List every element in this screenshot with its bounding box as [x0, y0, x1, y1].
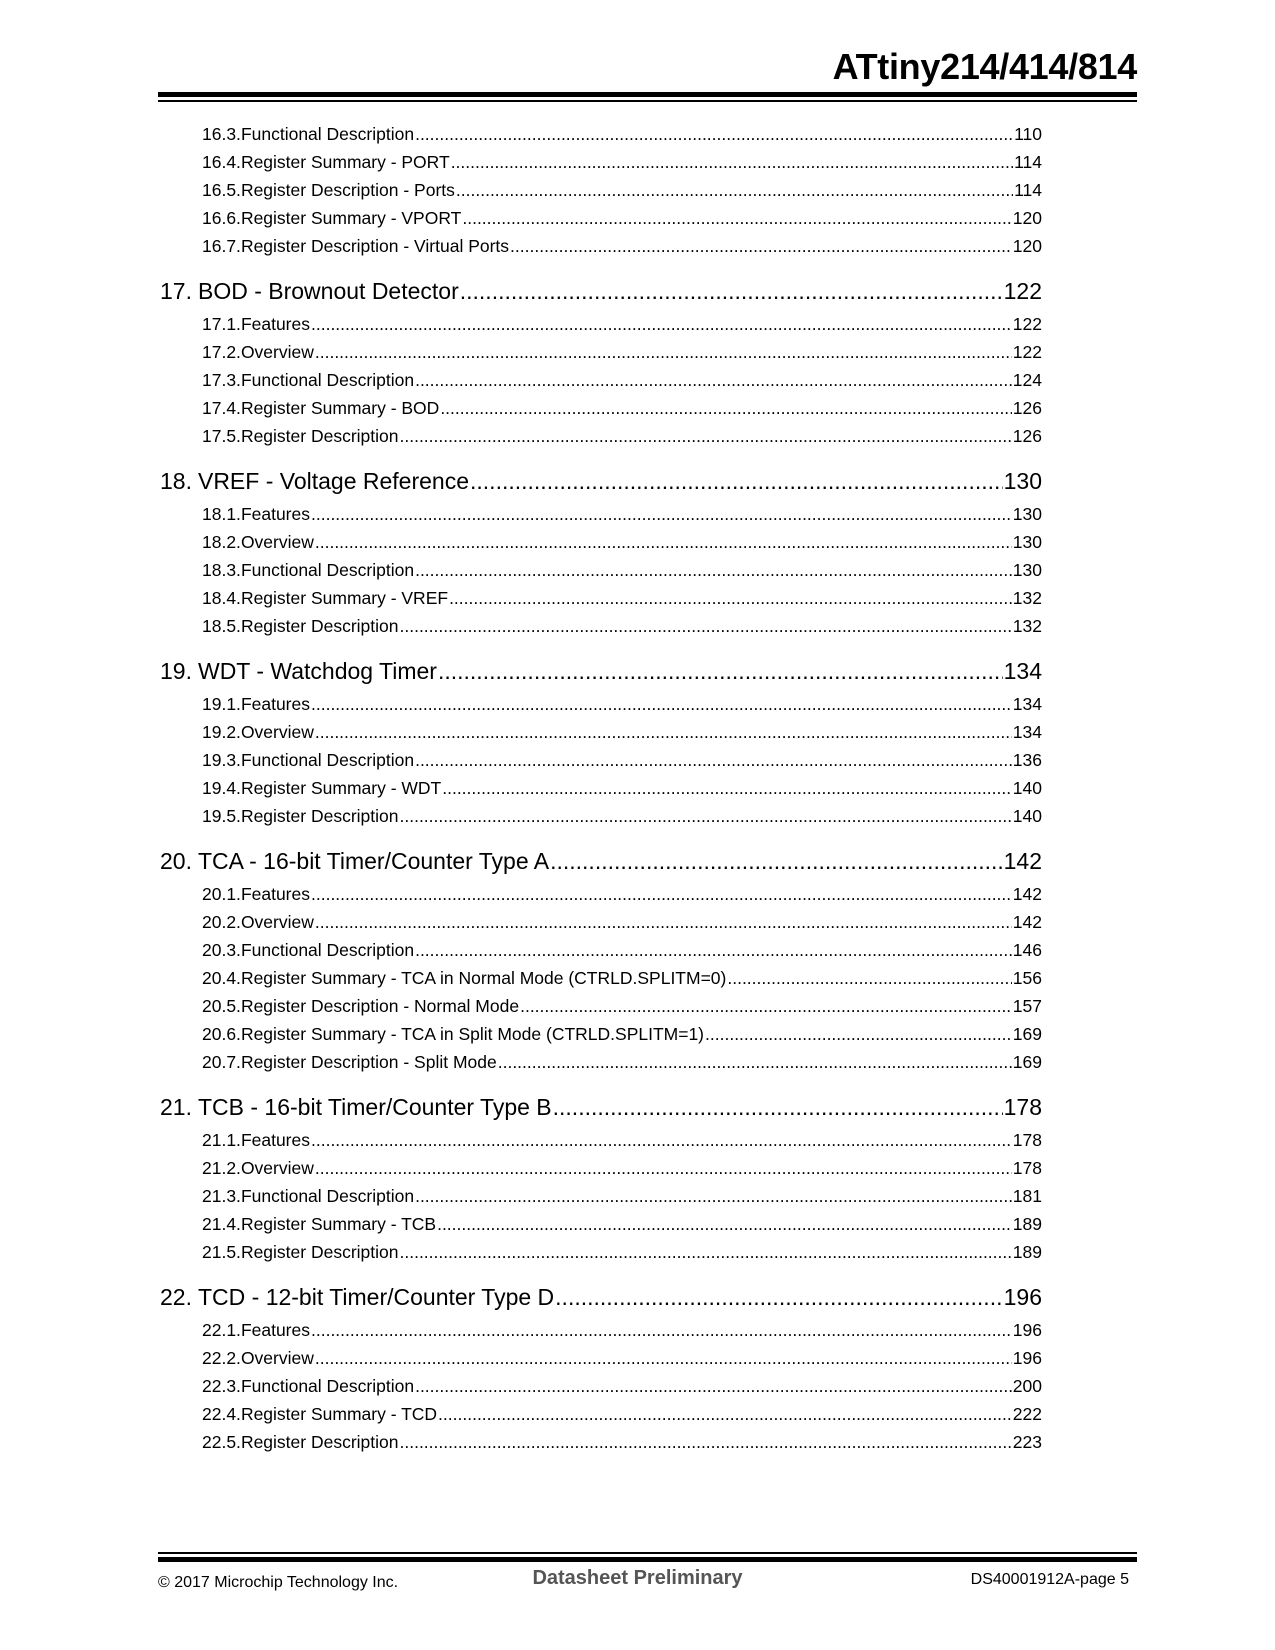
toc-entry-number: 19.3.	[202, 750, 241, 770]
toc-entry-title: Register Description - Virtual Ports	[240, 236, 510, 256]
toc-entry-page: 178	[1012, 1158, 1042, 1178]
toc-entry-page: 114	[1014, 152, 1042, 172]
toc-entry-page: 124	[1012, 370, 1042, 390]
toc-dot-leader	[462, 204, 1011, 232]
toc-entry-page: 126	[1012, 398, 1042, 418]
toc-entry-number: 19.2.	[202, 722, 241, 742]
toc-entry-page: 134	[1012, 722, 1042, 742]
document-title: ATtiny214/414/814	[832, 46, 1137, 87]
toc-entry-page: 132	[1012, 616, 1042, 636]
toc-entry-page: 122	[1012, 342, 1042, 362]
toc-entry-title: Functional Description	[240, 1376, 415, 1396]
toc-entry-title: Functional Description	[240, 750, 415, 770]
toc-entry-number: 17.	[160, 278, 192, 304]
toc-dot-leader	[415, 556, 1012, 584]
toc-entry-page: 157	[1012, 996, 1042, 1016]
toc-entry-title: Register Summary - BOD	[240, 398, 440, 418]
toc-entry-number: 21.	[160, 1094, 192, 1120]
footer-page-number: DS40001912A-page 5	[970, 1571, 1129, 1588]
toc-section-entry[interactable]	[160, 204, 1042, 232]
toc-entry-title: Overview	[240, 912, 314, 932]
toc-entry-page: 196	[1012, 1320, 1042, 1340]
toc-entry-number: 17.1.	[202, 314, 241, 334]
toc-entry-title: Register Description	[240, 616, 399, 636]
toc-section-entry[interactable]	[160, 500, 1042, 528]
toc-entry-title: Overview	[240, 722, 314, 742]
toc-entry-page: 196	[1003, 1284, 1042, 1310]
toc-entry-number: 19.	[160, 658, 192, 684]
toc-chapter-entry[interactable]	[160, 274, 1042, 308]
toc-dot-leader	[315, 718, 1012, 746]
toc-dot-leader	[415, 366, 1012, 394]
toc-dot-leader	[520, 992, 1012, 1020]
toc-dot-leader	[415, 1372, 1012, 1400]
toc-entry-page: 122	[1003, 278, 1042, 304]
toc-dot-leader	[311, 500, 1012, 528]
toc-entry-title: TCA - 16-bit Timer/Counter Type A	[197, 848, 550, 874]
toc-entry-title: BOD - Brownout Detector	[197, 278, 459, 304]
toc-dot-leader	[498, 1048, 1012, 1076]
toc-entry-page: 142	[1003, 848, 1042, 874]
toc-entry-page: 146	[1012, 940, 1042, 960]
toc-entry-title: Overview	[240, 1158, 314, 1178]
toc-entry-page: 200	[1012, 1376, 1042, 1396]
toc-section-entry[interactable]	[160, 1372, 1042, 1400]
toc-chapter-entry[interactable]	[160, 654, 1042, 688]
toc-entry-title: Register Description - Ports	[240, 180, 455, 200]
toc-entry-page: 189	[1012, 1242, 1042, 1262]
toc-dot-leader	[315, 338, 1012, 366]
toc-section-entry[interactable]	[160, 120, 1042, 148]
toc-section-entry[interactable]	[160, 556, 1042, 584]
toc-section-entry[interactable]	[160, 584, 1042, 612]
toc-dot-leader	[451, 148, 1013, 176]
toc-entry-page: 136	[1012, 750, 1042, 770]
toc-section-entry[interactable]	[160, 1020, 1042, 1048]
toc-entry-page: 134	[1012, 694, 1042, 714]
toc-dot-leader	[311, 310, 1012, 338]
toc-entry-title: Features	[240, 1320, 310, 1340]
toc-chapter-entry[interactable]	[160, 1090, 1042, 1124]
toc-entry-title: VREF - Voltage Reference	[197, 468, 470, 494]
toc-entry-title: Features	[240, 504, 310, 524]
toc-dot-leader	[550, 844, 1003, 878]
toc-section-entry[interactable]	[160, 908, 1042, 936]
toc-entry-number: 17.5.	[202, 426, 241, 446]
toc-section-entry[interactable]	[160, 1316, 1042, 1344]
toc-entry-number: 21.5.	[202, 1242, 241, 1262]
toc-dot-leader	[400, 802, 1012, 830]
toc-entry-page: 130	[1012, 504, 1042, 524]
toc-dot-leader	[400, 612, 1012, 640]
toc-entry-title: Register Summary - WDT	[240, 778, 442, 798]
toc-entry-number: 16.7.	[202, 236, 241, 256]
toc-dot-leader	[553, 1090, 1003, 1124]
toc-entry-title: Register Description	[240, 426, 399, 446]
toc-entry-title: Features	[240, 1130, 310, 1150]
toc-dot-leader	[315, 1344, 1012, 1372]
toc-section-entry[interactable]	[160, 1400, 1042, 1428]
toc-entry-page: 130	[1003, 468, 1042, 494]
toc-entry-title: Overview	[240, 532, 314, 552]
toc-entry-page: 189	[1012, 1214, 1042, 1234]
toc-dot-leader	[315, 1154, 1012, 1182]
toc-entry-number: 17.2.	[202, 342, 241, 362]
toc-section-entry[interactable]	[160, 802, 1042, 830]
toc-entry-number: 19.1.	[202, 694, 241, 714]
toc-entry-page: 178	[1003, 1094, 1042, 1120]
toc-section-entry[interactable]	[160, 338, 1042, 366]
toc-entry-page: 222	[1012, 1404, 1042, 1424]
toc-section-entry[interactable]	[160, 528, 1042, 556]
toc-entry-page: 122	[1012, 314, 1042, 334]
header-rule-thick	[158, 92, 1137, 97]
footer-rule-thin	[158, 1552, 1137, 1554]
toc-entry-title: WDT - Watchdog Timer	[197, 658, 437, 684]
toc-entry-title: Features	[240, 314, 310, 334]
toc-dot-leader	[442, 774, 1012, 802]
toc-entry-number: 22.2.	[202, 1348, 241, 1368]
toc-section-entry[interactable]	[160, 1210, 1042, 1238]
toc-entry-number: 22.	[160, 1284, 192, 1310]
toc-entry-title: TCD - 12-bit Timer/Counter Type D	[197, 1284, 555, 1310]
toc-entry-page: 142	[1012, 884, 1042, 904]
toc-entry-title: Functional Description	[240, 124, 415, 144]
toc-entry-title: Functional Description	[240, 370, 415, 390]
toc-dot-leader	[415, 1182, 1012, 1210]
toc-entry-title: Overview	[240, 342, 314, 362]
toc-dot-leader	[311, 880, 1012, 908]
toc-dot-leader	[510, 232, 1012, 260]
toc-entry-number: 21.3.	[202, 1186, 241, 1206]
toc-entry-title: Register Summary - TCD	[240, 1404, 438, 1424]
toc-entry-number: 19.4.	[202, 778, 241, 798]
toc-entry-number: 20.6.	[202, 1024, 241, 1044]
toc-dot-leader	[437, 1210, 1012, 1238]
toc-dot-leader	[400, 1428, 1012, 1456]
toc-section-entry[interactable]	[160, 992, 1042, 1020]
toc-dot-leader	[555, 1280, 1002, 1314]
toc-entry-title: TCB - 16-bit Timer/Counter Type B	[197, 1094, 552, 1120]
toc-entry-number: 17.4.	[202, 398, 241, 418]
toc-entry-title: Features	[240, 694, 310, 714]
toc-entry-title: Features	[240, 884, 310, 904]
toc-entry-number: 20.4.	[202, 968, 241, 988]
toc-dot-leader	[415, 936, 1012, 964]
toc-entry-page: 110	[1014, 124, 1042, 144]
toc-entry-title: Functional Description	[240, 940, 415, 960]
toc-section-entry[interactable]	[160, 1126, 1042, 1154]
toc-section-entry[interactable]	[160, 1238, 1042, 1266]
header-rule-thin	[158, 100, 1137, 102]
toc-entry-page: 132	[1012, 588, 1042, 608]
toc-entry-page: 134	[1003, 658, 1042, 684]
toc-entry-number: 22.1.	[202, 1320, 241, 1340]
toc-entry-title: Register Summary - VPORT	[240, 208, 462, 228]
toc-entry-title: Register Description	[240, 1242, 399, 1262]
toc-section-entry[interactable]	[160, 1048, 1042, 1076]
toc-chapter-entry[interactable]	[160, 844, 1042, 878]
toc-entry-page: 140	[1012, 778, 1042, 798]
toc-entry-number: 16.4.	[202, 152, 241, 172]
toc-entry-number: 20.7.	[202, 1052, 241, 1072]
toc-section-entry[interactable]	[160, 880, 1042, 908]
toc-entry-number: 18.	[160, 468, 192, 494]
toc-section-entry[interactable]	[160, 310, 1042, 338]
toc-section-entry[interactable]	[160, 176, 1042, 204]
toc-section-entry[interactable]	[160, 690, 1042, 718]
toc-entry-title: Register Description	[240, 806, 399, 826]
toc-section-entry[interactable]	[160, 366, 1042, 394]
toc-section-entry[interactable]	[160, 774, 1042, 802]
toc-section-entry[interactable]	[160, 1154, 1042, 1182]
toc-dot-leader	[311, 690, 1012, 718]
toc-dot-leader	[449, 584, 1012, 612]
toc-entry-title: Register Description - Normal Mode	[240, 996, 520, 1016]
toc-section-entry[interactable]	[160, 394, 1042, 422]
toc-entry-page: 130	[1012, 532, 1042, 552]
toc-chapter-entry[interactable]	[160, 1280, 1042, 1314]
toc-section-entry[interactable]	[160, 232, 1042, 260]
toc-section-entry[interactable]	[160, 1428, 1042, 1456]
toc-dot-leader	[400, 1238, 1012, 1266]
toc-entry-page: 130	[1012, 560, 1042, 580]
toc-entry-number: 21.1.	[202, 1130, 241, 1150]
toc-dot-leader	[438, 1400, 1012, 1428]
toc-section-entry[interactable]	[160, 936, 1042, 964]
toc-dot-leader	[438, 654, 1003, 688]
toc-entry-page: 169	[1012, 1052, 1042, 1072]
toc-entry-title: Register Summary - TCB	[240, 1214, 437, 1234]
toc-dot-leader	[705, 1020, 1012, 1048]
toc-entry-number: 22.5.	[202, 1432, 241, 1452]
toc-dot-leader	[415, 120, 1013, 148]
toc-entry-title: Register Description	[240, 1432, 399, 1452]
toc-entry-number: 20.1.	[202, 884, 241, 904]
toc-entry-number: 20.3.	[202, 940, 241, 960]
toc-entry-page: 114	[1014, 180, 1042, 200]
toc-entry-title: Register Summary - VREF	[240, 588, 449, 608]
toc-section-entry[interactable]	[160, 422, 1042, 450]
toc-entry-page: 169	[1012, 1024, 1042, 1044]
toc-section-entry[interactable]	[160, 746, 1042, 774]
toc-dot-leader	[460, 274, 1003, 308]
toc-entry-number: 22.4.	[202, 1404, 241, 1424]
toc-dot-leader	[727, 964, 1011, 992]
toc-entry-page: 142	[1012, 912, 1042, 932]
toc-entry-number: 16.5.	[202, 180, 241, 200]
toc-dot-leader	[470, 464, 1003, 498]
toc-entry-number: 18.5.	[202, 616, 241, 636]
toc-entry-title: Functional Description	[240, 1186, 415, 1206]
toc-entry-number: 18.1.	[202, 504, 241, 524]
toc-entry-title: Register Summary - PORT	[240, 152, 450, 172]
toc-entry-number: 21.4.	[202, 1214, 241, 1234]
toc-section-entry[interactable]	[160, 718, 1042, 746]
toc-entry-page: 120	[1012, 208, 1042, 228]
toc-dot-leader	[400, 422, 1012, 450]
toc-entry-page: 140	[1012, 806, 1042, 826]
toc-entry-number: 22.3.	[202, 1376, 241, 1396]
toc-dot-leader	[311, 1316, 1012, 1344]
toc-entry-page: 178	[1012, 1130, 1042, 1150]
footer-copyright: © 2017 Microchip Technology Inc.	[158, 1574, 399, 1591]
toc-section-entry[interactable]	[160, 1344, 1042, 1372]
toc-dot-leader	[456, 176, 1013, 204]
table-of-contents	[160, 120, 1042, 1456]
toc-entry-number: 18.2.	[202, 532, 241, 552]
toc-section-entry[interactable]	[160, 148, 1042, 176]
toc-entry-number: 21.2.	[202, 1158, 241, 1178]
footer-rule-thick	[158, 1557, 1137, 1562]
toc-entry-title: Overview	[240, 1348, 314, 1368]
toc-entry-page: 156	[1012, 968, 1042, 988]
toc-dot-leader	[315, 908, 1012, 936]
toc-dot-leader	[311, 1126, 1012, 1154]
toc-entry-number: 20.5.	[202, 996, 241, 1016]
toc-entry-page: 181	[1012, 1186, 1042, 1206]
toc-entry-number: 16.3.	[202, 124, 241, 144]
toc-dot-leader	[315, 528, 1012, 556]
toc-entry-page: 120	[1012, 236, 1042, 256]
toc-entry-title: Register Summary - TCA in Normal Mode (CTRLD.SPLITM=0)	[240, 968, 727, 988]
toc-entry-page: 126	[1012, 426, 1042, 446]
toc-section-entry[interactable]	[160, 612, 1042, 640]
toc-entry-number: 18.4.	[202, 588, 241, 608]
toc-dot-leader	[415, 746, 1012, 774]
toc-entry-title: Functional Description	[240, 560, 415, 580]
toc-dot-leader	[440, 394, 1011, 422]
toc-entry-number: 19.5.	[202, 806, 241, 826]
toc-entry-title: Register Summary - TCA in Split Mode (CTRLD.SPLITM=1)	[240, 1024, 705, 1044]
toc-section-entry[interactable]	[160, 964, 1042, 992]
toc-entry-page: 196	[1012, 1348, 1042, 1368]
footer-status: Datasheet Preliminary	[532, 1567, 743, 1589]
toc-entry-page: 223	[1012, 1432, 1042, 1452]
toc-entry-number: 20.	[160, 848, 192, 874]
toc-entry-number: 20.2.	[202, 912, 241, 932]
toc-entry-number: 17.3.	[202, 370, 241, 390]
toc-entry-number: 18.3.	[202, 560, 241, 580]
toc-chapter-entry[interactable]	[160, 464, 1042, 498]
toc-entry-title: Register Description - Split Mode	[240, 1052, 497, 1072]
toc-entry-number: 16.6.	[202, 208, 241, 228]
toc-section-entry[interactable]	[160, 1182, 1042, 1210]
